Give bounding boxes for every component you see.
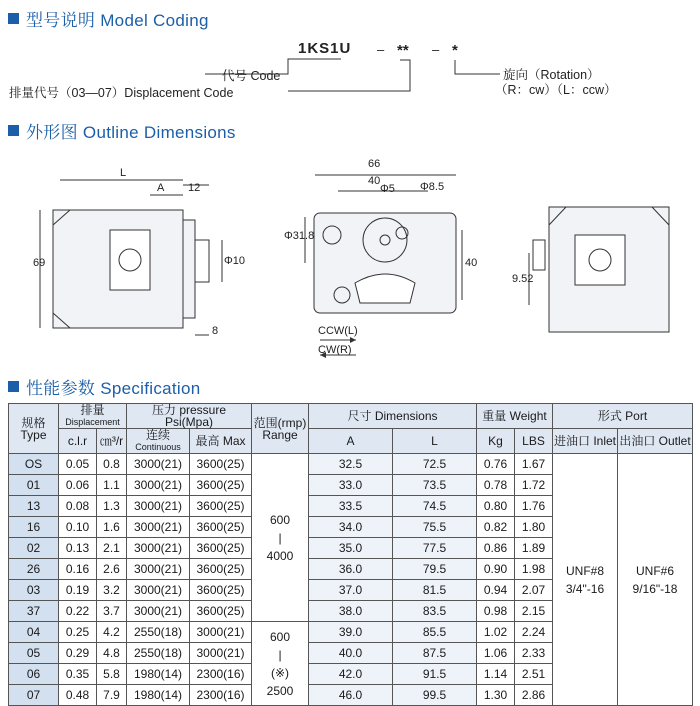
cell-kg: 0.82 bbox=[477, 517, 515, 538]
dim-8: 8 bbox=[212, 325, 219, 337]
cell-cont: 1980(14) bbox=[127, 685, 190, 706]
subcol-kg: Kg bbox=[477, 429, 515, 454]
cell-clr: 0.10 bbox=[59, 517, 97, 538]
cell-type: OS bbox=[9, 454, 59, 475]
cell-lbs: 1.89 bbox=[515, 538, 553, 559]
cell-kg: 1.30 bbox=[477, 685, 515, 706]
range-text: | bbox=[278, 647, 282, 662]
cell-L: 85.5 bbox=[393, 622, 477, 643]
spec-table-body bbox=[9, 454, 693, 706]
cell-L: 79.5 bbox=[393, 559, 477, 580]
cell-range-group-1 bbox=[252, 454, 309, 622]
dim-40-vertical: 40 bbox=[465, 257, 478, 269]
cell-cm: 1.3 bbox=[97, 496, 127, 517]
inlet-text: UNF#8 bbox=[565, 563, 604, 578]
cell-lbs: 1.80 bbox=[515, 517, 553, 538]
cell-cm: 2.6 bbox=[97, 559, 127, 580]
model-code-rotation: * bbox=[452, 42, 458, 59]
label-code: 代号 Code bbox=[222, 69, 281, 83]
col-range: 范围(rmp) Range bbox=[252, 404, 309, 454]
cell-cm: 2.1 bbox=[97, 538, 127, 559]
cell-clr: 0.35 bbox=[59, 664, 97, 685]
cell-cont: 3000(21) bbox=[127, 496, 190, 517]
range-text: 600 bbox=[269, 629, 291, 644]
cell-type: 01 bbox=[9, 475, 59, 496]
range-text: 600 bbox=[269, 512, 291, 527]
cell-kg: 1.02 bbox=[477, 622, 515, 643]
dim-40-horizontal: 40 bbox=[368, 175, 381, 187]
cell-kg: 0.98 bbox=[477, 601, 515, 622]
cell-cm: 7.9 bbox=[97, 685, 127, 706]
col-type: 规格 Type bbox=[9, 404, 59, 454]
cell-cm: 4.2 bbox=[97, 622, 127, 643]
subcol-outlet: 出油口 Outlet bbox=[618, 429, 693, 454]
cell-max: 3600(25) bbox=[190, 601, 252, 622]
rotation-ccw-label: CCW(L) bbox=[318, 325, 358, 337]
section-header-outline bbox=[8, 118, 236, 143]
cell-kg: 0.76 bbox=[477, 454, 515, 475]
cell-A: 46.0 bbox=[309, 685, 393, 706]
outline-drawings bbox=[0, 145, 700, 370]
cell-A: 33.5 bbox=[309, 496, 393, 517]
dim-66: 66 bbox=[368, 158, 381, 170]
section-title-spec: 性能参数 Specification bbox=[26, 379, 201, 398]
cell-kg: 1.14 bbox=[477, 664, 515, 685]
cell-outlet bbox=[618, 454, 693, 706]
dim-phi31-8: Φ31.8 bbox=[284, 230, 315, 242]
square-bullet-icon bbox=[8, 125, 19, 136]
cell-cm: 4.8 bbox=[97, 643, 127, 664]
table-row bbox=[9, 454, 693, 475]
cell-clr: 0.22 bbox=[59, 601, 97, 622]
cell-max: 3000(21) bbox=[190, 622, 252, 643]
cell-cm: 1.6 bbox=[97, 517, 127, 538]
label-rotation-values: （R：cw）（L：ccw） bbox=[495, 83, 617, 97]
dim-phi5: Φ5 bbox=[380, 183, 395, 195]
cell-A: 38.0 bbox=[309, 601, 393, 622]
cell-L: 77.5 bbox=[393, 538, 477, 559]
subcol-max: 最高 Max bbox=[190, 429, 252, 454]
cell-kg: 0.90 bbox=[477, 559, 515, 580]
cell-cont: 3000(21) bbox=[127, 601, 190, 622]
dim-phi8-5: Φ8.5 bbox=[420, 181, 445, 193]
model-code-displacement: ** bbox=[397, 42, 409, 59]
range-text: (※) bbox=[270, 665, 290, 680]
cell-clr: 0.08 bbox=[59, 496, 97, 517]
cell-cont: 2550(18) bbox=[127, 643, 190, 664]
cell-max: 3600(25) bbox=[190, 496, 252, 517]
cell-clr: 0.48 bbox=[59, 685, 97, 706]
dim-9-52: 9.52 bbox=[512, 273, 534, 285]
model-code-dash-2: – bbox=[432, 42, 440, 57]
subcol-A: A bbox=[309, 429, 393, 454]
cell-A: 36.0 bbox=[309, 559, 393, 580]
cell-max: 3600(25) bbox=[190, 454, 252, 475]
cell-clr: 0.05 bbox=[59, 454, 97, 475]
cell-A: 34.0 bbox=[309, 517, 393, 538]
cell-type: 02 bbox=[9, 538, 59, 559]
cell-lbs: 1.67 bbox=[515, 454, 553, 475]
cell-max: 3600(25) bbox=[190, 580, 252, 601]
cell-L: 75.5 bbox=[393, 517, 477, 538]
cell-clr: 0.19 bbox=[59, 580, 97, 601]
cell-cm: 0.8 bbox=[97, 454, 127, 475]
cell-lbs: 1.76 bbox=[515, 496, 553, 517]
subcol-inlet: 进油口 Inlet bbox=[553, 429, 618, 454]
cell-type: 26 bbox=[9, 559, 59, 580]
cell-max: 3000(21) bbox=[190, 643, 252, 664]
cell-kg: 0.94 bbox=[477, 580, 515, 601]
rear-view bbox=[529, 207, 669, 332]
cell-max: 3600(25) bbox=[190, 538, 252, 559]
subcol-L: L bbox=[393, 429, 477, 454]
cell-L: 91.5 bbox=[393, 664, 477, 685]
col-displacement: 排量 Displacement bbox=[59, 404, 127, 429]
cell-A: 40.0 bbox=[309, 643, 393, 664]
cell-clr: 0.16 bbox=[59, 559, 97, 580]
cell-L: 73.5 bbox=[393, 475, 477, 496]
cell-lbs: 2.33 bbox=[515, 643, 553, 664]
cell-L: 72.5 bbox=[393, 454, 477, 475]
cell-clr: 0.25 bbox=[59, 622, 97, 643]
cell-cont: 3000(21) bbox=[127, 538, 190, 559]
cell-lbs: 1.98 bbox=[515, 559, 553, 580]
cell-cont: 3000(21) bbox=[127, 580, 190, 601]
dim-A: A bbox=[157, 182, 165, 194]
cell-A: 33.0 bbox=[309, 475, 393, 496]
cell-type: 16 bbox=[9, 517, 59, 538]
cell-A: 37.0 bbox=[309, 580, 393, 601]
cell-type: 04 bbox=[9, 622, 59, 643]
cell-cm: 5.8 bbox=[97, 664, 127, 685]
col-pressure: 压力 pressure Psi(Mpa) bbox=[127, 404, 252, 429]
cell-lbs: 2.07 bbox=[515, 580, 553, 601]
section-title-outline: 外形图 Outline Dimensions bbox=[26, 123, 236, 142]
cell-cm: 3.2 bbox=[97, 580, 127, 601]
cell-cont: 2550(18) bbox=[127, 622, 190, 643]
cell-lbs: 2.86 bbox=[515, 685, 553, 706]
cell-L: 83.5 bbox=[393, 601, 477, 622]
cell-A: 32.5 bbox=[309, 454, 393, 475]
outlet-text: 9/16"-18 bbox=[632, 581, 678, 596]
range-text: 2500 bbox=[266, 683, 294, 698]
cell-L: 87.5 bbox=[393, 643, 477, 664]
cell-type: 07 bbox=[9, 685, 59, 706]
cell-cm: 1.1 bbox=[97, 475, 127, 496]
cell-lbs: 2.15 bbox=[515, 601, 553, 622]
cell-L: 99.5 bbox=[393, 685, 477, 706]
cell-A: 35.0 bbox=[309, 538, 393, 559]
subcol-lbs: LBS bbox=[515, 429, 553, 454]
cell-A: 42.0 bbox=[309, 664, 393, 685]
cell-type: 05 bbox=[9, 643, 59, 664]
subcol-continuous: 连续 Continuous bbox=[127, 429, 190, 454]
cell-kg: 0.86 bbox=[477, 538, 515, 559]
dim-69: 69 bbox=[33, 257, 46, 269]
cell-L: 81.5 bbox=[393, 580, 477, 601]
section-header-spec bbox=[8, 374, 201, 399]
cell-kg: 0.80 bbox=[477, 496, 515, 517]
dim-12: 12 bbox=[188, 182, 201, 194]
subcol-cm3: ㎝³/r bbox=[97, 429, 127, 454]
side-view bbox=[40, 180, 222, 335]
cell-L: 74.5 bbox=[393, 496, 477, 517]
section-title-model: 型号说明 Model Coding bbox=[26, 11, 209, 30]
range-text: | bbox=[278, 530, 282, 545]
cell-type: 37 bbox=[9, 601, 59, 622]
cell-type: 03 bbox=[9, 580, 59, 601]
subcol-clr: c.l.r bbox=[59, 429, 97, 454]
rotation-cw-label: CW(R) bbox=[318, 344, 352, 356]
cell-kg: 1.06 bbox=[477, 643, 515, 664]
cell-A: 39.0 bbox=[309, 622, 393, 643]
inlet-text: 3/4"-16 bbox=[565, 581, 605, 596]
cell-lbs: 1.72 bbox=[515, 475, 553, 496]
square-bullet-icon bbox=[8, 381, 19, 392]
cell-cont: 3000(21) bbox=[127, 559, 190, 580]
cell-clr: 0.06 bbox=[59, 475, 97, 496]
cell-max: 3600(25) bbox=[190, 517, 252, 538]
cell-type: 13 bbox=[9, 496, 59, 517]
cell-max: 2300(16) bbox=[190, 664, 252, 685]
col-dimensions: 尺寸 Dimensions bbox=[309, 404, 477, 429]
cell-inlet bbox=[553, 454, 618, 706]
model-code-main: 1KS1U bbox=[298, 40, 352, 57]
outlet-text: UNF#6 bbox=[635, 563, 674, 578]
range-text: 4000 bbox=[266, 548, 294, 563]
cell-clr: 0.13 bbox=[59, 538, 97, 559]
model-code-dash-1: – bbox=[377, 42, 385, 57]
cell-cm: 3.7 bbox=[97, 601, 127, 622]
spec-table-header bbox=[9, 404, 693, 454]
cell-cont: 3000(21) bbox=[127, 454, 190, 475]
cell-kg: 0.78 bbox=[477, 475, 515, 496]
cell-cont: 3000(21) bbox=[127, 475, 190, 496]
cell-range-group-2 bbox=[252, 622, 309, 706]
cell-lbs: 2.24 bbox=[515, 622, 553, 643]
dim-phi10: Φ10 bbox=[224, 255, 246, 267]
spec-table bbox=[8, 403, 693, 706]
label-displacement-code: 排量代号（03—07）Displacement Code bbox=[9, 86, 234, 100]
cell-max: 3600(25) bbox=[190, 475, 252, 496]
cell-clr: 0.29 bbox=[59, 643, 97, 664]
cell-type: 06 bbox=[9, 664, 59, 685]
label-rotation: 旋向（Rotation） bbox=[503, 68, 600, 82]
cell-max: 3600(25) bbox=[190, 559, 252, 580]
dim-L: L bbox=[120, 167, 127, 179]
col-weight: 重量 Weight bbox=[477, 404, 553, 429]
col-port: 形式 Port bbox=[553, 404, 693, 429]
cell-max: 2300(16) bbox=[190, 685, 252, 706]
cell-cont: 3000(21) bbox=[127, 517, 190, 538]
cell-lbs: 2.51 bbox=[515, 664, 553, 685]
cell-cont: 1980(14) bbox=[127, 664, 190, 685]
